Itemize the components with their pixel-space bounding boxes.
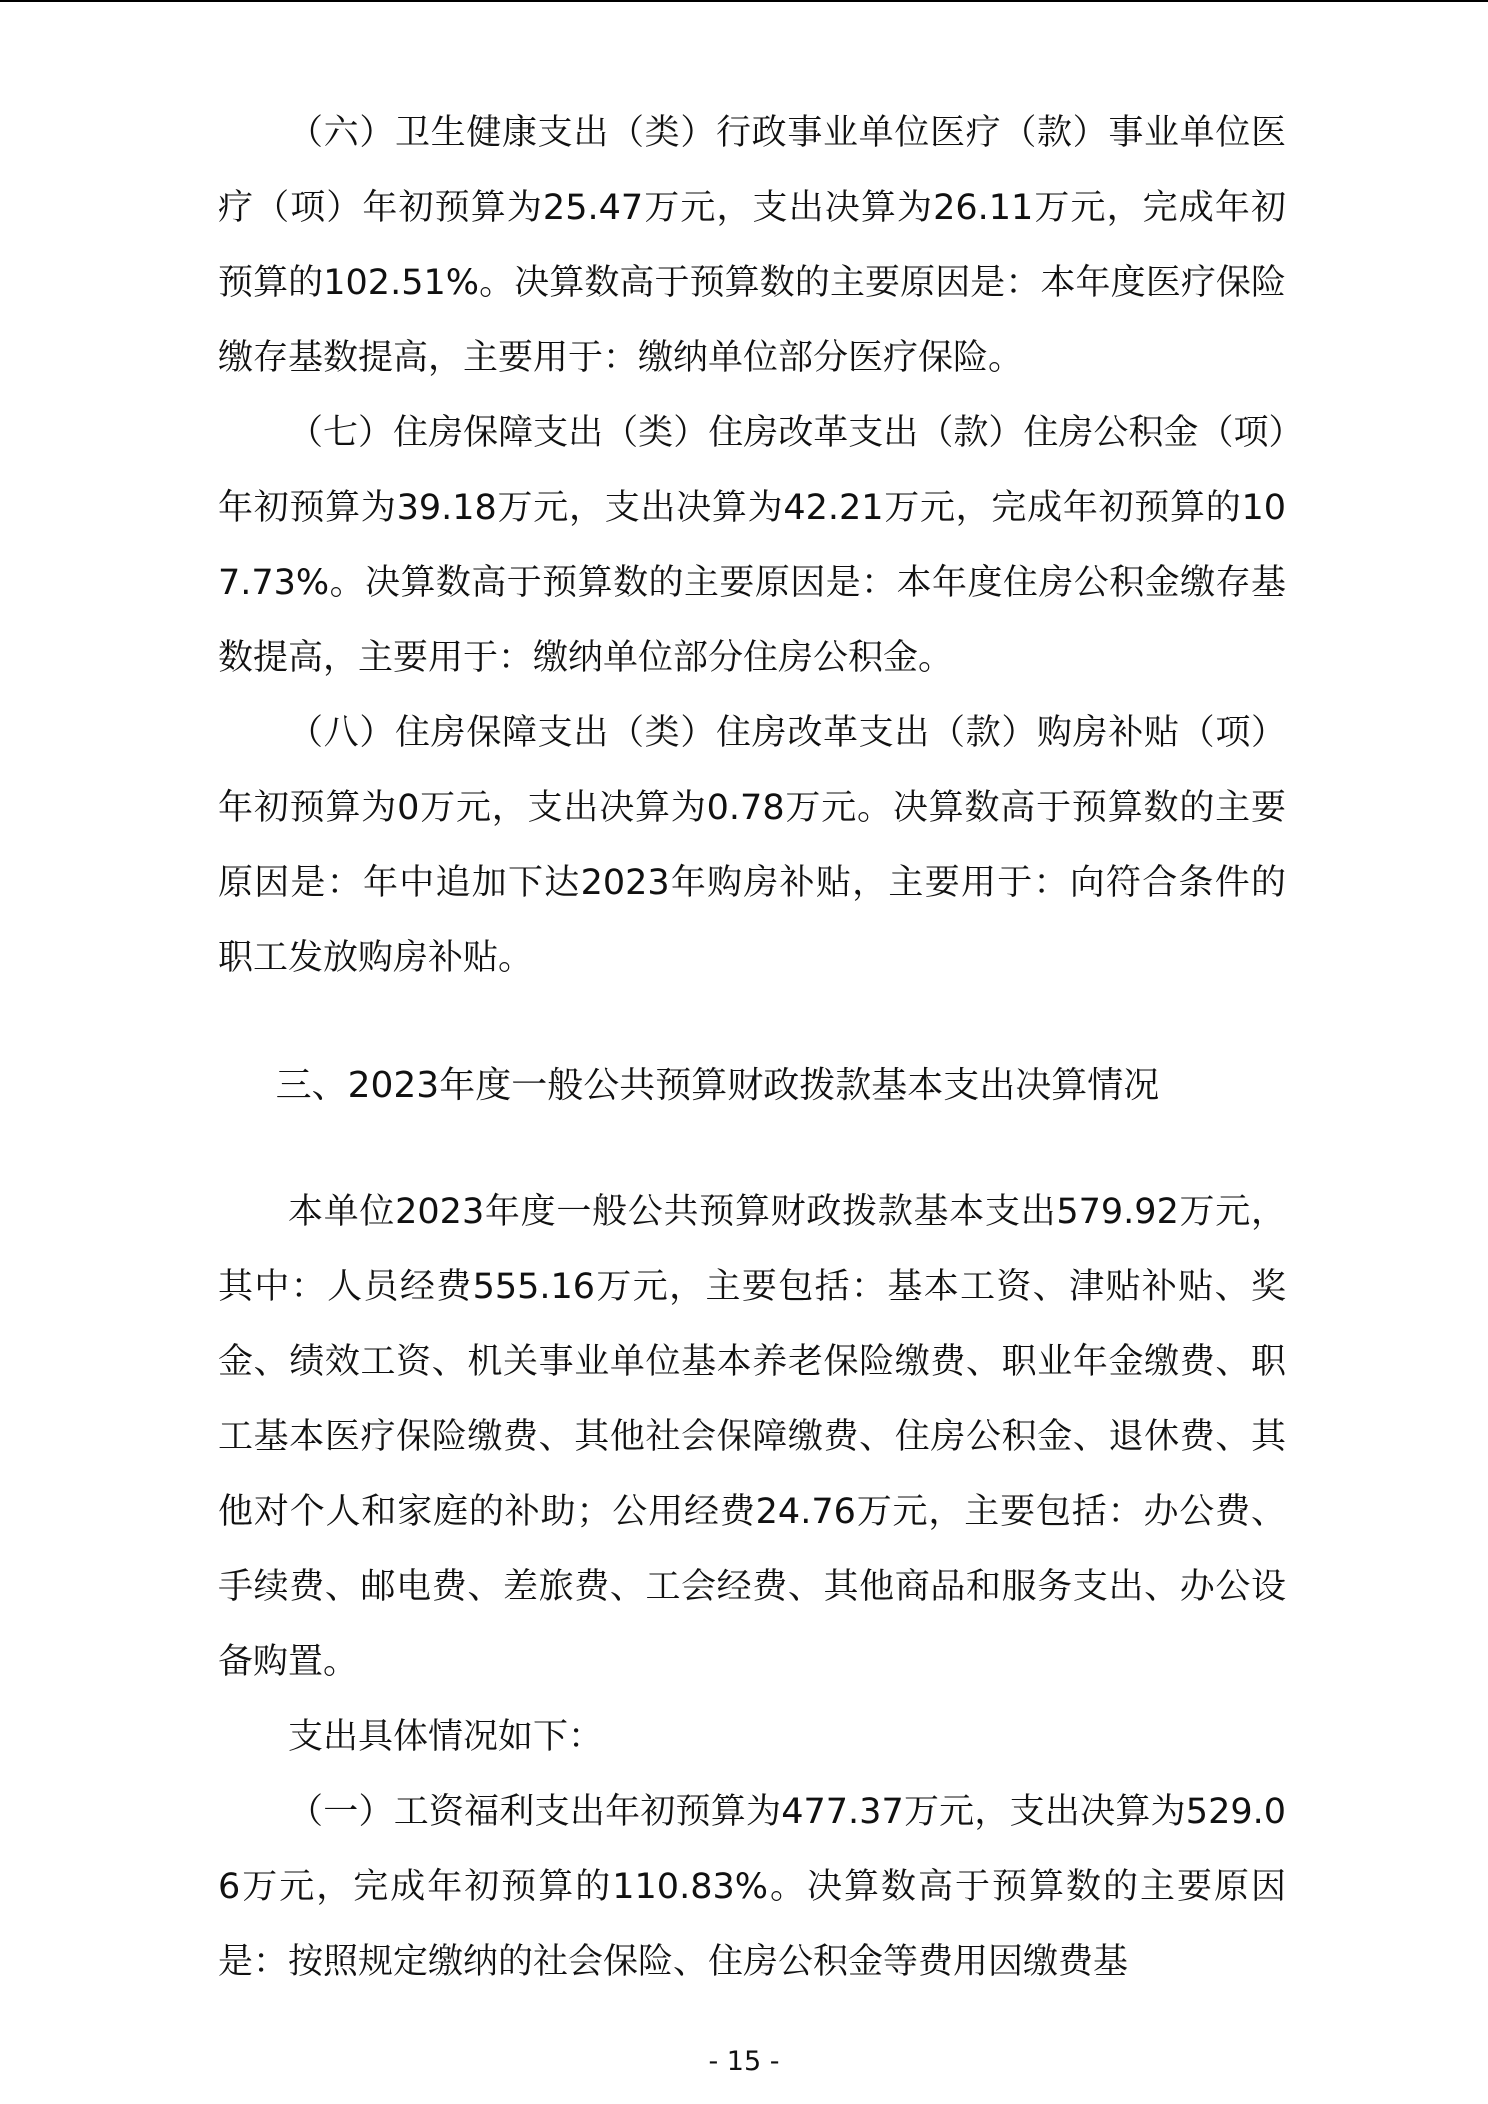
top-border-line [0, 0, 1488, 2]
document-body [218, 96, 1286, 2000]
paragraph-wage-welfare: （一）工资福利支出年初预算为477.37万元，支出决算为529.06万元，完成年初预算的110.83%。决算数高于预算数的主要原因是：按照规定缴纳的社会保险、住房公积金等费用因缴费基 [218, 1792, 1286, 1982]
section-heading: 三、2023年度一般公共预算财政拨款基本支出决算情况 [275, 1065, 1160, 1106]
paragraph-housing-fund: （七）住房保障支出（类）住房改革支出（款）住房公积金（项）年初预算为39.18万元，支出决算为42.21万元，完成年初预算的107.73%。决算数高于预算数的主要原因是：本年度住房公积金缴存基数提高，主要用于：缴纳单位部分住房公积金。 [218, 413, 1286, 678]
paragraph-health-expenditure: （六）卫生健康支出（类）行政事业单位医疗（款）事业单位医疗（项）年初预算为25.47万元，支出决算为26.11万元，完成年初预算的102.51%。决算数高于预算数的主要原因是：本年度医疗保险缴存基数提高，主要用于：缴纳单位部分医疗保险。 [218, 113, 1286, 378]
page-number: - 15 - [708, 2046, 780, 2077]
paragraph-basic-expenditure: 本单位2023年度一般公共预算财政拨款基本支出579.92万元，其中：人员经费555.16万元，主要包括：基本工资、津贴补贴、奖金、绩效工资、机关事业单位基本养老保险缴费、职业年金缴费、职工基本医疗保险缴费、其他社会保障缴费、住房公积金、退休费、其他对个人和家庭的补助；公用经费24.76万元，主要包括：办公费、手续费、邮电费、差旅费、工会经费、其他商品和服务支出、办公设备购置。 [218, 1192, 1286, 1682]
paragraph-details-intro: 支出具体情况如下： [288, 1717, 604, 1757]
paragraph-housing-subsidy: （八）住房保障支出（类）住房改革支出（款）购房补贴（项）年初预算为0万元，支出决算为0.78万元。决算数高于预算数的主要原因是：年中追加下达2023年购房补贴，主要用于：向符合条件的职工发放购房补贴。 [218, 713, 1286, 978]
